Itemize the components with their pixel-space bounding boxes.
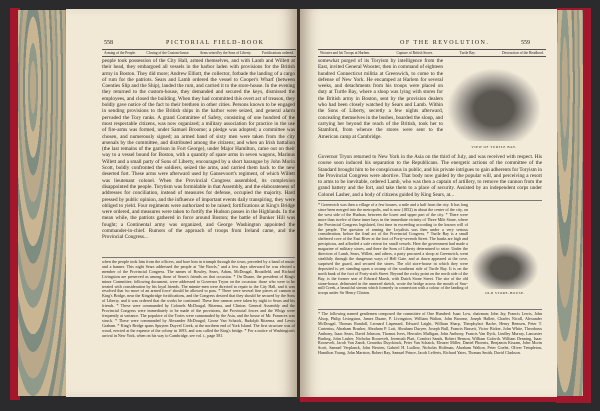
- body-text: Governor Tryon returned to New York in the Asia on the third of July, and was received with respect. His course soon induced his separation to the Republicans. The energetic actions of the committee of the Standard brought him to be conspicuous in public, and his private intrigues to gain adherents for Toryism in the Provincial Congress were abortive. That body now guided by the popular will, and perceiving a resort to arms to be inevitable, ordered Lamb, who was then a captain of artillery, to remove the cannon from the grand battery and the fort, and take them to a place of security. Assisted by an independent corps under Colonel Lasher, and a body of citizens guided by King Sears, at...: [318, 154, 542, 198]
- page-number: 558: [104, 40, 113, 46]
- divider: [102, 257, 295, 258]
- footnotes: when the people took him from the officers, and bore him in triumph through the town, preceded by a band of music and a banner. This night Sears addressed the people at "the Bowls," and a few days afterward he was elected a member of the Provincial Congress. The names of Rowley, Sears, Adam, McDougal, Broadfeld, and Richard Livingston are preserved as among those of Sears's friends on that occasion. * On Duane, the president of King's minor Committee, following document, were addressed to Governor Tryon on the occasion: those who were to be treated with consideration by his loyal friends. The minute-men were directed to repair to the City Hall, and it was resolved that 'no more of an armed force' should be allowed to pass. * There were several fine pieces of cannon at King's Bridge, near the Kingsbridge fortifications, and the Congress desired that they should be secured by the Sons of Liberty, and it was ordered that the works be continued. These fine cannon were taken by night to Sears and his friends. * These were commanded by Colonels McDougal, Ritzema, and Clinton. General Assembly and the Provincial Congress were immediately to be made of the provisions, the Provincial forces and the Whigs were frequently at variance. The populace of the Tories were cannonaded by the Asia, and the house of Mr. Fraunces was struck. * These were commanded by Alexander McDougal, Goose Van Schaick, Rudolph Ritzema, and Lewis Graham. * King's Bridge spans Spuyten Duyvel Creek, at the northern end of York Island. The first structure was of wood, erected at the expense of the colony in 1693, and was called the King's bridge. * For a notice of Washington's arrival in New York, when on his way to Cambridge, see vol. i., page 581.: [102, 260, 295, 338]
- footnote-list: * The following named gentlemen composed the committee of One Hundred: Isaac Low, chairman; John Jay, Francis Lewis, John Alsop, Philip Livingston, James Duane, P. Livingston, William Walton, John Broome, Joseph Hallett, Charles Nicoll, Alexander McDougal, Thomas Randall, Leonard Lispenard, Edward Laight, William Sharp, Theophylact Bache, Henry Remsen, Peter T. Curtenius, Abraham Brasher, Abraham P. Lott, Abraham Duryee, Joseph Bull, Francis Bassett, Victor Bicker, John White, Theodorus Anthony, Isaac Sears, David Johnson, Thomas Ivers, Hercules Mulligan, John Anthony, Francis Van Dyck, Lindley Murray, Lancaster Burling, John Lasher, Nicholas Roosevelt, Jeremiah Platt, Comfort Sands, Robert Benson, William Goforth, William Denning, Isaac Roosevelt, Jacob Van Zandt, Gerardus Duyckinck, Peter Van Schaick, Eleazer Miller, Daniel Phoenix, Benjamin Kissam, John Morin Scott, Samuel Verplanck, John Berrien, Gabriel H. Ludlow, Nicholas Hoffman, Abraham Walton, Peter Goelet, Oliver Templeton, Hamilton Young, John Marston, Robert Ray, Samuel Prince, Jacob Lefferts, Richard Yates, Thomas Smith, David Clarkson.: [318, 312, 542, 356]
- right-page: [300, 9, 557, 397]
- subhead: Arms seized by the Sons of Liberty.: [199, 51, 252, 55]
- subhead: Fortifications ordered.: [261, 51, 294, 55]
- divider: [318, 200, 542, 201]
- subhead: Closing of the Custom-house.: [146, 51, 190, 55]
- footnotes: * Greenwich was then a village of a few houses, a mile and a half from the city. It has long since been merged into the metropolis, and is now (1852) in about the center of the city, on the west side of the Hudson, between the lower and upper part of the city. * There were more than twelve of these inner bays in the immediate vicinity of Three Mile Stone, where the Provincial Congress legislated, first time in exceeding according to the known will of the people. The question of arming the Loyalists was then under a very serious consideration, before the final act of the Provincial Congress. * Turtle Bay is a small sheltered cove of the East River at the foot of Forty-seventh Street. The banks are high and precipitous, and afforded a safe retreat for small vessels. Here the government had made a magazine of military stores, and there the Sons of Liberty determined to seize. Under the direction of Lamb, Sears, Willett, and others, a party procured a sloop at Greenwich, went stealthily through the dangerous ways of Hell Gate, and at dawn appeared at the cove, surprised the guard, and secured the stores. The old store-house in which they were deposited is yet standing upon a swamp of the southeast side of Turtle Bay. It is on the north bank of the foot of Forty-sixth Street. Beyond the rocky point on the north side of the Bay, is the former seat of Edward Marsh, with Dutch Stone Street. The site of the old stone-house, delineated in the annexed sketch, wrote the bridge across the mouth of Saw-mill Creek, a beautiful stream which formerly in connection with a colour of the landing of troops under Sir Henry Clinton.: [318, 203, 468, 295]
- subhead: Destruction of the Headbord.: [502, 51, 544, 55]
- divider: [318, 309, 542, 310]
- figure-caption: VIEW OF TURTLE BAY.: [471, 145, 517, 149]
- book-gutter: [297, 9, 300, 399]
- turtle-bay-engraving: [448, 69, 540, 141]
- body-text: people took possession of the City Hall, armed themselves, and with Lamb and Willett at their head, they embargoed all vessels in the harbor laden with provisions for the British army in Boston. They did more; Andrew Elliott, the collector, forbade the landing of a cargo of rum for the patriots. Sears and Lamb ordered the vessel to Cooper's Wharf (between Coenties Slip and the Ship), landed the rum, and carried it to the store-house. In the evening they returned to the custom-house, they demanded and secured the keys, dismissed the employees, and closed the building. When they had committed this overt act of treason, they boldly gave notice of the fact to their brethren in other cities. Persons known to be engaged in sending provisions to the British ships in the harbor were seized, and general alarm pervaded the Tory ranks. A grand Committee of Safety, consisting of one hundred of the most respectable citizens, was now organized; a military association for practice in the use of fire-arms was formed, under Samuel Broome; a pledge was adopted; a committee was chosen, and numerously signed; an armed band of sixty men were taken from the city arsenals by the committee, and distributed among the citizens; and when an Irish battalion (the last remains of the garrison in Fort George), under Major Hamilton, came out on their way to a vessel bound for Boston, with a quantity of spare arms in seven wagons, Marinus Willett and a small party of Sons of Liberty, encouraged by a short harangue by John Morin Scott, boldly confronted the soldiers, seized the arms, and carried them back to the new deserted fort. These arms were afterward used by Gansevoort's regiment, of which Willett was lieutenant colonel. When the Provincial Congress assembled, its complexion disappointed the people. Torytism was formidable in that Assembly, and the elaborateness of addresses for conciliation, instead of measures for defense, occupied the majority. Hard pressed by public opinion, and the influence of important events daily transpiring, they were obliged to yield. Four regiments were authorized to be raised; fortifications at King's Bridge were ordered, and measures were taken to fortify the Hudson passes in the Highlands. In the mean while, the patriots gathered in force around Boston; the battle of Bunker Hill was fought; a Continental army was organized, and George Washington appointed the commander-in-chief. Rumors of the approach of troops from Ireland came, and the Provincial Congress...: [102, 58, 295, 241]
- left-page: [66, 9, 298, 397]
- running-head: PICTORIAL FIELD-BOOK: [166, 40, 265, 46]
- subhead: Arming of the People.: [104, 51, 136, 55]
- figure-caption: OLD STORE-HOUSE.: [485, 291, 525, 295]
- marbled-page-edge-right: [557, 10, 583, 396]
- subhead: Capture of British Stores.: [396, 51, 434, 55]
- subheads: [318, 49, 546, 57]
- running-head: OF THE REVOLUTION.: [400, 40, 490, 46]
- subhead: Turtle Bay.: [459, 51, 476, 55]
- subhead: Wooster and his Troops at Harlem.: [320, 51, 371, 55]
- store-house-engraving: [472, 243, 538, 289]
- body-text: somewhat purged of its Toryism by intelligence from the East, invited General Wooster, then in command of eighteen hundred Connecticut militia at Greenwich, to come to the defense of New York. He encamped at Harlem for several weeks, and detachments from his troops were placed on duty at Turtle Bay, where a sloop was lying with stores for the British army in Boston, sent by the provision dealers who had been closely watched by Sears and Lamb. Within the Sons of Liberty, secretly a few nights afterward, concealing themselves in the bushes, boarded the sloop, and carrying her beyond the reach of the British, took her to Stamford, from whence the stores were sent to the American camp at Cambridge.: [318, 58, 443, 140]
- marbled-page-edge-left: [18, 10, 68, 396]
- page-number: 559: [521, 40, 530, 46]
- subheads: [102, 49, 296, 57]
